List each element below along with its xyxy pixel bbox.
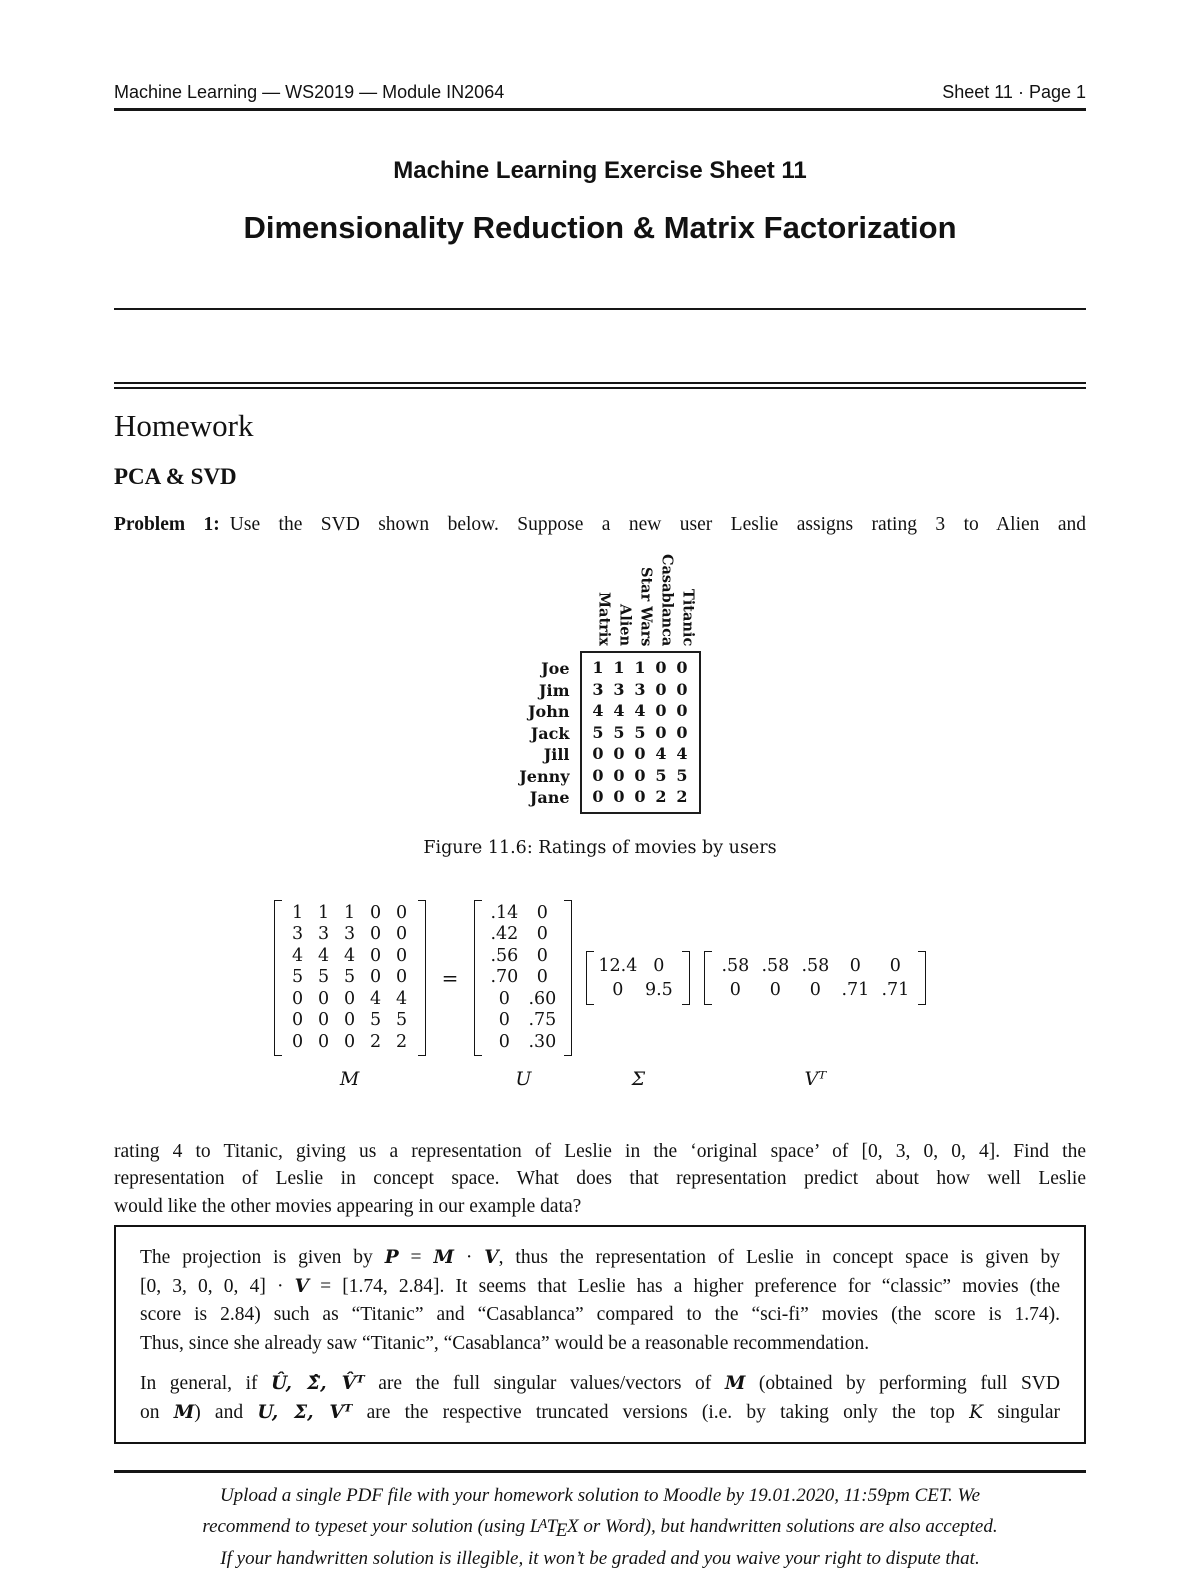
matrix-vt-cell: 0 [849, 955, 861, 976]
text-segment: representation of Leslie in concept space. What does that representation predict about how well Leslie [114, 1168, 1086, 1190]
matrix-m-cell: 5 [318, 967, 330, 988]
text-segment: X [566, 1515, 579, 1537]
user-label: Joe [541, 659, 570, 679]
rating-cell: 3 [592, 679, 604, 699]
matrix-u-cell: 0 [498, 1010, 510, 1031]
solution-paragraph-2 [140, 1370, 1060, 1427]
sheet-title: Machine Learning Exercise Sheet 11 [393, 156, 807, 184]
matrix-m-cell: 0 [344, 988, 356, 1009]
matrix-sigma-cell: 0 [612, 979, 624, 1000]
rating-cell: 0 [634, 744, 646, 764]
ratings-matrix-box [580, 651, 701, 814]
matrix-u [474, 900, 572, 1057]
matrix-sigma-cell: 9.5 [644, 979, 673, 1000]
matrix-m-cell: 0 [318, 1031, 330, 1052]
matrix-sigma-cell: 12.4 [598, 955, 638, 976]
matrix-vt [704, 951, 926, 1005]
matrix-vt-cell: .58 [761, 955, 790, 976]
matrix-m-cell: 0 [292, 1010, 304, 1031]
matrix-u-cell: 0 [498, 1031, 510, 1052]
movie-label: Star Wars [637, 566, 655, 647]
matrix-u-cell: 0 [536, 967, 548, 988]
text-segment: A [538, 1515, 548, 1531]
matrix-u-unit [474, 898, 572, 1090]
matrix-u-cell: 0 [536, 924, 548, 945]
matrix-m-cell: 5 [344, 967, 356, 988]
matrix-m-cell: 1 [292, 902, 304, 923]
matrix-m-cell: 0 [318, 988, 330, 1009]
rating-cell: 2 [655, 787, 667, 807]
text-segment: recommend to typeset your solution (using [202, 1515, 530, 1537]
user-label: Jane [529, 788, 570, 808]
movie-label: Matrix [595, 592, 613, 647]
rating-cell: 0 [655, 679, 667, 699]
solution-line [140, 1370, 1060, 1399]
left-bracket [704, 951, 712, 1005]
rating-cell: 4 [676, 744, 688, 764]
matrix-m-cell: 0 [396, 924, 408, 945]
matrix-m-cell: 0 [370, 945, 382, 966]
rating-cell: 2 [676, 787, 688, 807]
left-bracket [274, 900, 282, 1057]
left-bracket [474, 900, 482, 1057]
text-segment: or Word), but handwritten solutions are also accepted. [578, 1515, 998, 1537]
text-segment: M [724, 1373, 746, 1395]
rating-cell: 5 [592, 722, 604, 742]
solution-line [140, 1273, 1060, 1302]
header-rule [114, 108, 1086, 111]
rating-cell: 0 [676, 679, 688, 699]
text-segment: M [433, 1247, 454, 1269]
rating-cell: 0 [634, 787, 646, 807]
text-segment: singular [982, 1401, 1061, 1423]
text-segment: E [555, 1520, 568, 1542]
question-line [114, 1165, 1086, 1193]
matrix-m-cell: 3 [318, 924, 330, 945]
matrix-u-cell: 0 [536, 902, 548, 923]
rating-cell: 5 [634, 722, 646, 742]
matrix-m-cell: 0 [396, 902, 408, 923]
user-label: Jim [538, 680, 570, 700]
rating-cell: 1 [592, 658, 604, 678]
matrix-sigma-label: Σ [631, 1067, 646, 1090]
matrix-u-cell: .60 [528, 988, 557, 1009]
rating-cell: 0 [655, 701, 667, 721]
footer-line [114, 1545, 1086, 1573]
matrix-vt-cell: .71 [881, 979, 910, 1000]
matrix-m-cell: 1 [344, 902, 356, 923]
matrix-u-cell: .42 [490, 924, 519, 945]
solution-paragraph-1 [140, 1244, 1060, 1358]
matrix-m-cell: 0 [292, 988, 304, 1009]
matrix-m-cell: 0 [344, 1031, 356, 1052]
matrix-m [274, 900, 426, 1057]
equals-sign: = [441, 965, 459, 990]
matrix-u-cell: .56 [490, 945, 519, 966]
rating-cell: 5 [613, 722, 625, 742]
homework-heading: Homework [114, 408, 254, 443]
text-segment: P [384, 1247, 399, 1269]
text-segment: V [294, 1275, 309, 1297]
svd-equation [114, 898, 1086, 1090]
question-line [114, 1138, 1086, 1166]
text-segment: on [140, 1401, 174, 1423]
rating-cell: 5 [655, 765, 667, 785]
ratings-figure [114, 554, 1086, 814]
rating-cell: 0 [634, 765, 646, 785]
rating-cell: 4 [634, 701, 646, 721]
left-bracket [586, 951, 594, 1005]
matrix-sigma-cell: 0 [653, 955, 665, 976]
matrix-m-cell: 0 [370, 967, 382, 988]
text-segment: rating 4 to Titanic, giving us a representation of Leslie in the ‘original space’ of [0, 3, 0, 0, 4]. Find the [114, 1140, 1086, 1162]
divider-single-rule [114, 308, 1086, 311]
matrix-vt-cell: .71 [841, 979, 870, 1000]
text-segment: are the respective truncated versions (i.e. by taking only the top [352, 1401, 970, 1423]
figure-spacer [503, 554, 593, 651]
figure-caption: Figure 11.6: Ratings of movies by users [423, 837, 777, 858]
figure-body [500, 651, 701, 814]
matrix-vt-cell: 0 [809, 979, 821, 1000]
rating-cell: 3 [613, 679, 625, 699]
matrix-m-cell: 4 [318, 945, 330, 966]
matrix-m-cell: 0 [396, 945, 408, 966]
text-segment: Use the SVD shown below. Suppose a new user Leslie assigns rating 3 to Alien and [229, 514, 1086, 535]
rating-cell: 0 [613, 765, 625, 785]
solution-line [140, 1244, 1060, 1273]
text-segment: Upload a single PDF file with your homework solution to Moodle by 19.01.2020, 11:59pm CET. We [219, 1484, 981, 1506]
user-label: John [527, 702, 570, 722]
rating-cell: 0 [676, 722, 688, 742]
problem-statement [114, 511, 1086, 538]
text-segment: Problem 1: [114, 514, 220, 535]
movie-label: Casablanca [658, 554, 676, 647]
matrix-sigma [586, 951, 690, 1005]
rating-cell: 0 [613, 744, 625, 764]
right-bracket [564, 900, 572, 1057]
text-segment: · [453, 1247, 485, 1269]
matrix-vt-unit [704, 898, 926, 1090]
text-segment: score is 2.84) such as “Titanic” and “Casablanca” compared to the “sci-fi” movies (the score is 1.74). [140, 1304, 1060, 1326]
text-segment: Û, Σ̂, V̂ᵀ [271, 1373, 365, 1395]
text-segment: [0, 3, 0, 0, 4] · [140, 1275, 295, 1297]
matrix-m-cell: 0 [370, 902, 382, 923]
matrix-sigma-unit [586, 898, 690, 1090]
matrix-u-cell: .30 [528, 1031, 557, 1052]
question-line [114, 1193, 1086, 1221]
text-segment: V [484, 1247, 499, 1269]
document-page [114, 0, 1086, 1573]
rating-cell: 0 [676, 658, 688, 678]
rating-cell: 4 [655, 744, 667, 764]
matrix-m-cell: 0 [344, 1010, 356, 1031]
matrix-u-cell: 0 [498, 988, 510, 1009]
movie-labels [593, 554, 698, 646]
rating-cell: 1 [634, 658, 646, 678]
matrix-m-cell: 0 [370, 924, 382, 945]
matrix-u-cell: .14 [490, 902, 519, 923]
ratings-matrix [588, 657, 693, 808]
matrix-m-cell: 0 [396, 967, 408, 988]
right-bracket [418, 900, 426, 1057]
rating-cell: 3 [634, 679, 646, 699]
right-bracket [918, 951, 926, 1005]
rating-cell: 5 [676, 765, 688, 785]
text-segment: L [529, 1515, 541, 1537]
text-segment: , thus the representation of Leslie in concept space is given by [498, 1247, 1061, 1269]
text-segment: K [969, 1401, 983, 1423]
matrix-m-cell: 0 [318, 1010, 330, 1031]
matrix-m-cell: 0 [292, 1031, 304, 1052]
rating-cell: 0 [592, 744, 604, 764]
matrix-m-unit [274, 898, 426, 1090]
matrix-u-label: U [515, 1067, 532, 1090]
matrix-m-cell: 4 [370, 988, 382, 1009]
text-segment: would like the other movies appearing in our example data? [114, 1195, 582, 1217]
matrix-vt-cell: .58 [801, 955, 830, 976]
text-segment: ) and [194, 1401, 258, 1423]
rating-cell: 0 [613, 787, 625, 807]
course-label: Machine Learning — WS2019 — Module IN2064 [114, 82, 505, 102]
movie-label: Alien [616, 604, 634, 647]
solution-box [114, 1225, 1086, 1444]
text-segment: If your handwritten solution is illegible, it won’t be graded and you waive your right to dispute that. [220, 1548, 980, 1570]
solution-line [140, 1399, 1060, 1428]
matrix-m-cell: 2 [370, 1031, 382, 1052]
figure-movie-header [503, 554, 698, 651]
right-bracket [682, 951, 690, 1005]
text-segment: = [1.74, 2.84]. It seems that Leslie has a higher preference for “classic” movies (the [308, 1275, 1060, 1297]
text-segment: The projection is given by [140, 1247, 385, 1269]
footer-rule [114, 1470, 1086, 1473]
page-header [114, 82, 1086, 103]
question-paragraph [114, 1138, 1086, 1221]
divider-double-rule [114, 382, 1086, 389]
text-segment: Thus, since she already saw “Titanic”, “Casablanca” would be a reasonable recommendation. [140, 1332, 870, 1354]
text-segment: T [546, 1515, 558, 1537]
rating-cell: 0 [655, 722, 667, 742]
movie-label: Titanic [679, 589, 697, 647]
user-label: Jill [543, 745, 570, 765]
sheet-subtitle: Dimensionality Reduction & Matrix Factorization [243, 209, 957, 245]
user-label: Jenny [519, 766, 570, 786]
matrix-u-cell: 0 [536, 945, 548, 966]
matrix-u-cell: .70 [490, 967, 519, 988]
user-labels [500, 651, 580, 814]
rating-cell: 4 [592, 701, 604, 721]
matrix-m-cell: 4 [292, 945, 304, 966]
text-segment: are the full singular values/vectors of [364, 1373, 725, 1395]
rating-cell: 0 [592, 787, 604, 807]
rating-cell: 0 [676, 701, 688, 721]
rating-cell: 0 [655, 658, 667, 678]
matrix-m-cell: 3 [344, 924, 356, 945]
text-segment: = [398, 1247, 434, 1269]
matrix-vt-cell: 0 [889, 955, 901, 976]
text-segment: (obtained by performing full SVD [745, 1373, 1060, 1395]
matrix-u-cell: .75 [528, 1010, 557, 1031]
footer-line [114, 1510, 1086, 1545]
matrix-vt-cell: 0 [729, 979, 741, 1000]
matrix-m-cell: 5 [396, 1010, 408, 1031]
matrix-vt-cell: .58 [721, 955, 750, 976]
rating-cell: 1 [613, 658, 625, 678]
matrix-m-cell: 4 [396, 988, 408, 1009]
footer-line [114, 1482, 1086, 1510]
matrix-m-cell: 4 [344, 945, 356, 966]
rating-cell: 0 [592, 765, 604, 785]
sheet-page-label: Sheet 11 · Page 1 [942, 82, 1086, 102]
pca-svd-heading: PCA & SVD [114, 464, 237, 489]
matrix-m-cell: 3 [292, 924, 304, 945]
user-label: Jack [530, 723, 570, 743]
submission-note [114, 1482, 1086, 1573]
solution-line [140, 1330, 1060, 1359]
matrix-m-cell: 5 [370, 1010, 382, 1031]
matrix-m-label: M [339, 1067, 360, 1090]
text-segment: U, Σ, Vᵀ [257, 1401, 353, 1423]
text-segment: In general, if [140, 1373, 272, 1395]
matrix-m-cell: 5 [292, 967, 304, 988]
text-segment: M [173, 1401, 195, 1423]
matrix-vt-label: Vᵀ [804, 1067, 827, 1090]
solution-line [140, 1301, 1060, 1330]
matrix-vt-cell: 0 [769, 979, 781, 1000]
matrix-m-cell: 1 [318, 902, 330, 923]
rating-cell: 4 [613, 701, 625, 721]
matrix-m-cell: 2 [396, 1031, 408, 1052]
